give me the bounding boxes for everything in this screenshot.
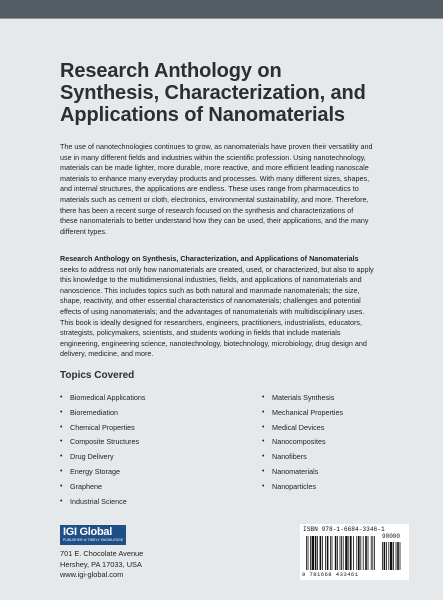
- address-city: Hershey, PA 17033, USA: [60, 559, 142, 569]
- book-title-inline: Research Anthology on Synthesis, Characterization, and Applications of Nanomaterials: [60, 254, 359, 263]
- topic-item: [60, 435, 146, 450]
- barcode-bar: [396, 542, 397, 570]
- bullet-icon: •: [60, 467, 63, 475]
- topic-label: Nanomaterials: [272, 466, 319, 476]
- barcode-bar: [386, 542, 387, 570]
- barcode-bar: [390, 542, 392, 570]
- barcode-bar: [397, 542, 399, 570]
- barcode-bar: [332, 536, 333, 570]
- bullet-icon: •: [262, 423, 265, 431]
- text-line: This book is ideally designed for researchers, engineers, practitioners, industrialists, educators,: [60, 317, 363, 327]
- topic-label: Energy Storage: [70, 466, 120, 476]
- publisher-address: [60, 549, 143, 581]
- text-line: engineering, engineering science, nanotechnology, biotechnology, microbiology, drug design and: [60, 338, 367, 348]
- barcode-bar: [325, 536, 326, 570]
- ean-barcode-bars: [306, 536, 380, 570]
- barcode-bar: [360, 536, 361, 570]
- description-paragraph-2: [60, 254, 400, 360]
- topic-item: [262, 465, 343, 480]
- bullet-icon: •: [60, 453, 63, 461]
- topics-list-left: [60, 391, 146, 509]
- top-divider: [0, 18, 443, 19]
- bullet-icon: •: [262, 408, 265, 416]
- barcode-bar: [337, 536, 338, 570]
- bullet-icon: •: [60, 497, 63, 505]
- topic-item: [60, 480, 146, 495]
- barcode-bar: [340, 536, 341, 570]
- barcode-bar: [365, 536, 367, 570]
- description-paragraph-1: [60, 142, 400, 237]
- barcode-bar: [317, 536, 318, 570]
- barcode-bar: [308, 536, 309, 570]
- topic-label: Composite Structures: [70, 437, 140, 447]
- text-line: strategists, policymakers, scientists, and students working in fields that include materials: [60, 328, 341, 338]
- text-line: nanoscience. This includes topics such as both natural and manmade nanomaterials; the size,: [60, 285, 360, 295]
- text-line: The use of nanotechnologies continues to grow, as nanomaterials have proven their versatility and: [60, 142, 373, 151]
- barcode-bar: [372, 536, 373, 570]
- barcode-bar: [312, 536, 314, 570]
- isbn-text: ISBN 978-1-6684-3346-1: [303, 526, 385, 533]
- bullet-icon: •: [60, 423, 63, 431]
- barcode-bar: [330, 536, 331, 570]
- barcode-bar: [306, 536, 307, 570]
- title-line: Applications of Nanomaterials: [60, 104, 345, 126]
- bullet-icon: •: [262, 467, 265, 475]
- topic-item: [60, 495, 146, 510]
- topic-label: Mechanical Properties: [272, 407, 344, 417]
- topic-item: [60, 406, 146, 421]
- topics-list-right: [262, 391, 343, 495]
- logo-name: IGI Global: [63, 526, 112, 538]
- address-street: 701 E. Chocolate Avenue: [60, 549, 144, 558]
- barcode-bar: [327, 536, 329, 570]
- barcode-bar: [363, 536, 364, 570]
- text-line: these nanomaterials to better understand how they can be used, their applications, and the many: [60, 216, 369, 226]
- barcode-bar: [400, 542, 401, 570]
- text-line: effects of using nanomaterials; and the advantages of nanomaterials with multidisciplinary uses.: [60, 306, 365, 316]
- barcode-digits: 9 781668 433461: [302, 571, 359, 578]
- bullet-icon: •: [262, 482, 265, 490]
- address-website: www.igi-global.com: [60, 570, 124, 579]
- barcode-bar: [371, 536, 372, 570]
- topic-item: [262, 435, 343, 450]
- book-title: [60, 60, 420, 126]
- barcode-bar: [348, 536, 349, 570]
- topic-label: Graphene: [70, 481, 102, 491]
- topic-label: Nanofibers: [272, 452, 307, 462]
- barcode-bar: [315, 536, 317, 570]
- text-line: materials such as cement or cloth, electronics, environmental sustainability, and more. Therefore,: [60, 194, 369, 204]
- barcode-bar: [393, 542, 394, 570]
- topic-label: Nanoparticles: [272, 481, 316, 491]
- topic-label: Bioremediation: [70, 407, 118, 417]
- bullet-icon: •: [262, 438, 265, 446]
- text-line: there has been a recent surge of research focused on the synthesis and characterizations of: [60, 205, 354, 215]
- title-line: Research Anthology on: [60, 60, 282, 82]
- text-line: seeks to address not only how nanomaterials are created, used, or characterized, but also to apply: [60, 264, 374, 274]
- topic-item: [60, 391, 146, 406]
- title-line: Synthesis, Characterization, and: [60, 82, 366, 104]
- text-line: materials to enhance many everyday products and processes. With many different sizes, shapes,: [60, 173, 370, 183]
- barcode-bar: [350, 536, 352, 570]
- topic-label: Chemical Properties: [70, 422, 135, 432]
- logo-tagline: PUBLISHER of TIMELY KNOWLEDGE: [63, 538, 124, 542]
- topic-item: [262, 421, 343, 436]
- text-line: different types.: [60, 226, 108, 236]
- topic-item: [262, 480, 343, 495]
- price-code: 90000: [382, 533, 401, 540]
- barcode-bar: [320, 536, 322, 570]
- barcode-bar: [374, 536, 375, 570]
- topic-item: [262, 406, 343, 421]
- top-band: [0, 0, 443, 18]
- topic-item: [262, 391, 343, 406]
- topic-item: [60, 450, 146, 465]
- text-line: shape, reactivity, and other essential characteristics of nanomaterials; challenges and potential: [60, 296, 361, 306]
- topic-label: Medical Devices: [272, 422, 325, 432]
- topic-label: Materials Synthesis: [272, 393, 335, 402]
- publisher-logo: [60, 525, 126, 545]
- text-line: use in many different fields and industries within the scientific profession. Using nanotechnology,: [60, 152, 366, 162]
- topic-label: Biomedical Applications: [70, 393, 146, 402]
- bullet-icon: •: [262, 453, 265, 461]
- topic-label: Industrial Science: [70, 496, 127, 506]
- barcode-bar: [358, 536, 360, 570]
- bullet-icon: •: [60, 482, 63, 490]
- barcode-bar: [382, 542, 383, 570]
- topic-item: [262, 450, 343, 465]
- text-line: and internal structures, the applications are endless. These uses range from pharmaceutics to: [60, 184, 359, 194]
- topic-label: Nanocomposites: [272, 437, 326, 447]
- topic-item: [60, 421, 146, 436]
- bullet-icon: •: [60, 438, 63, 446]
- barcode-bar: [335, 536, 337, 570]
- bullet-icon: •: [262, 394, 265, 401]
- barcode-bar: [368, 536, 369, 570]
- barcode-bar: [353, 536, 354, 570]
- bullet-icon: •: [60, 408, 63, 416]
- barcode-bar: [310, 536, 311, 570]
- barcode-bar: [384, 542, 386, 570]
- topic-item: [60, 465, 146, 480]
- price-barcode-bars: [382, 542, 406, 570]
- text-line: this knowledge to the multidimensional industries, fields, and applications of nanomaterials and: [60, 275, 362, 285]
- text-line: materials can be made lighter, more durable, more reactive, and more efficient leading nanoscale: [60, 163, 369, 173]
- isbn-barcode: [300, 524, 409, 580]
- topics-heading: Topics Covered: [60, 370, 135, 381]
- barcode-bar: [345, 536, 347, 570]
- barcode-bar: [322, 536, 323, 570]
- barcode-bar: [343, 536, 344, 570]
- text-line: delivery, medicine, and more.: [60, 349, 154, 359]
- barcode-bar: [356, 536, 357, 570]
- topic-label: Drug Delivery: [70, 452, 114, 462]
- barcode-bar: [341, 536, 342, 570]
- bullet-icon: •: [60, 394, 63, 401]
- barcode-bar: [388, 542, 389, 570]
